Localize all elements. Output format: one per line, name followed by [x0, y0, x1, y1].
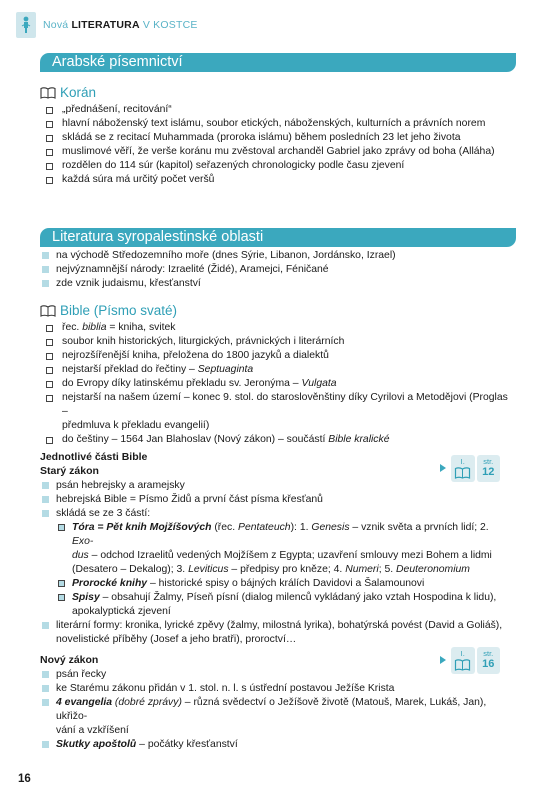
koran-heading	[40, 85, 96, 101]
novy-zakon-list	[40, 668, 510, 752]
series-title	[43, 18, 198, 32]
list-item: psán řecky	[40, 668, 510, 682]
stary-zakon-list	[40, 479, 510, 647]
list-item: hlavní náboženský text islámu, soubor etických, náboženských, kulturních a právních norem	[40, 117, 510, 131]
koran-title: Korán	[60, 85, 97, 100]
list-item: do Evropy díky latinskému překladu sv. Jeronýma – Vulgata	[40, 377, 510, 391]
ref-page: str. 16	[477, 647, 501, 674]
list-item: muslimové věří, že verše koránu mu zvěstoval archanděl Gabriel jako zprávy od boha (Alláha)	[40, 145, 510, 159]
list-item: nejstarší překlad do řečtiny – Septuaginta	[40, 363, 510, 377]
list-item: Spisy – obsahují Žalmy, Píseň písní (dialog milenců vykládaný jako vztah Hospodina k lidu), apokalyptická zjevení	[56, 591, 510, 619]
series-header	[16, 12, 198, 38]
list-item: Skutky apoštolů – počátky křesťanství	[40, 738, 510, 752]
list-item: hebrejská Bible = Písmo Židů a první část písma křesťanů	[40, 493, 510, 507]
list-item: nejstarší na našem území – konec 9. stol. do staroslověnštiny díky Cyrilovi a Metodějovi (Proglas – předmluva k překladu evangelií)	[40, 391, 510, 433]
list-item: Tóra = Pět knih Mojžíšových (řec. Pentateuch): 1. Genesis – vznik světa a prvních lidí; 2. Exo- dus – odchod Izraelitů vedených Mojžíšem z Egypta; uzavření smlouvy mezi Bohem a lidmi (Desatero – Dekalog); 3. Leviticus – předpisy pro kněze; 4. Numeri; 5. Deuteronomium	[56, 521, 510, 577]
list-item: na východě Středozemního moře (dnes Sýrie, Libanon, Jordánsko, Izrael)	[40, 249, 510, 263]
ref-volume: I.	[451, 455, 475, 482]
series-nova: Nová	[43, 19, 69, 31]
section-band-arabic: Arabské písemnictví	[40, 53, 516, 72]
book-icon	[40, 305, 56, 317]
list-item: ke Starému zákonu přidán v 1. stol. n. l. s ústřední postavou Ježíše Krista	[40, 682, 510, 696]
list-item: Prorocké knihy – historické spisy o bájných králích Davidovi a Šalamounovi	[56, 577, 510, 591]
series-literatura: LITERATURA	[71, 19, 140, 31]
stary-zakon-heading: Starý zákon	[40, 465, 99, 477]
list-item: řec. biblia = kniha, svitek	[40, 321, 510, 335]
book-icon	[40, 87, 56, 99]
list-item: každá súra má určitý počet veršů	[40, 173, 510, 187]
list-item: skládá se ze 3 částí: Tóra = Pět knih Mojžíšových (řec. Pentateuch): 1. Genesis – vznik světa a prvních lidí; 2. Exo- dus – odchod Izraelitů vedených Mojžíšem z Egypta; uzavření smlouvy mezi Bohem a lidmi (Desatero – Dekalog); 3. Leviticus – předpisy pro kněze; 4. Numeri; 5. Deuteronomium Prorocké knihy – historické spisy o bájných králích Davidovi a Šalamounovi Spisy – obsahují Žalmy, Píseň písní (dialog milenců vykládaný jako vztah Hospodina k lidu), apokalyptická zjevení	[40, 507, 510, 619]
list-item: rozdělen do 114 súr (kapitol) seřazených chronologicky podle času zjevení	[40, 159, 510, 173]
bible-list	[40, 321, 510, 447]
list-item: 4 evangelia (dobré zprávy) – různá svědectví o Ježíšově životě (Matouš, Marek, Lukáš, Jan), ukřižo- vání a vzkříšení	[40, 696, 510, 738]
ref-page: str. 12	[477, 455, 501, 482]
syro-list	[40, 249, 510, 291]
figure-logo-icon	[16, 12, 36, 38]
koran-list	[40, 103, 510, 187]
stary-zakon-parts	[56, 521, 510, 619]
list-item: literární formy: kronika, lyrické zpěvy (žalmy, milostná lyrika), bohatýrská povést (David a Goliáš), novelistické příběhy (Josef a jeho bratři), proroctví…	[40, 619, 510, 647]
ref-volume: I.	[451, 647, 475, 674]
textbook-reference	[440, 455, 502, 482]
arrow-icon	[440, 656, 446, 664]
bible-heading	[40, 303, 177, 319]
list-item: zde vznik judaismu, křesťanství	[40, 277, 510, 291]
list-item: nejrozšířenější kniha, přeložena do 1800 jazyků a dialektů	[40, 349, 510, 363]
book-icon	[454, 467, 471, 479]
list-item: skládá se z recitací Muhammada (proroka islámu) během posledních 23 let jeho života	[40, 131, 510, 145]
series-v-kostce: V KOSTCE	[142, 19, 198, 31]
list-item: „přednášení, recitování“	[40, 103, 510, 117]
list-item: psán hebrejsky a aramejsky	[40, 479, 510, 493]
parts-heading: Jednotlivé části Bible	[40, 451, 148, 463]
section-band-syro: Literatura syropalestinské oblasti	[40, 228, 516, 247]
arrow-icon	[440, 464, 446, 472]
bible-title: Bible (Písmo svaté)	[60, 303, 178, 318]
novy-zakon-heading: Nový zákon	[40, 654, 99, 666]
page-number: 16	[18, 773, 31, 785]
list-item: soubor knih historických, liturgických, právnických i literárních	[40, 335, 510, 349]
list-item: do češtiny – 1564 Jan Blahoslav (Nový zákon) – součástí Bible kralické	[40, 433, 510, 447]
list-item: nejvýznamnější národy: Izraelité (Židé), Aramejci, Féničané	[40, 263, 510, 277]
